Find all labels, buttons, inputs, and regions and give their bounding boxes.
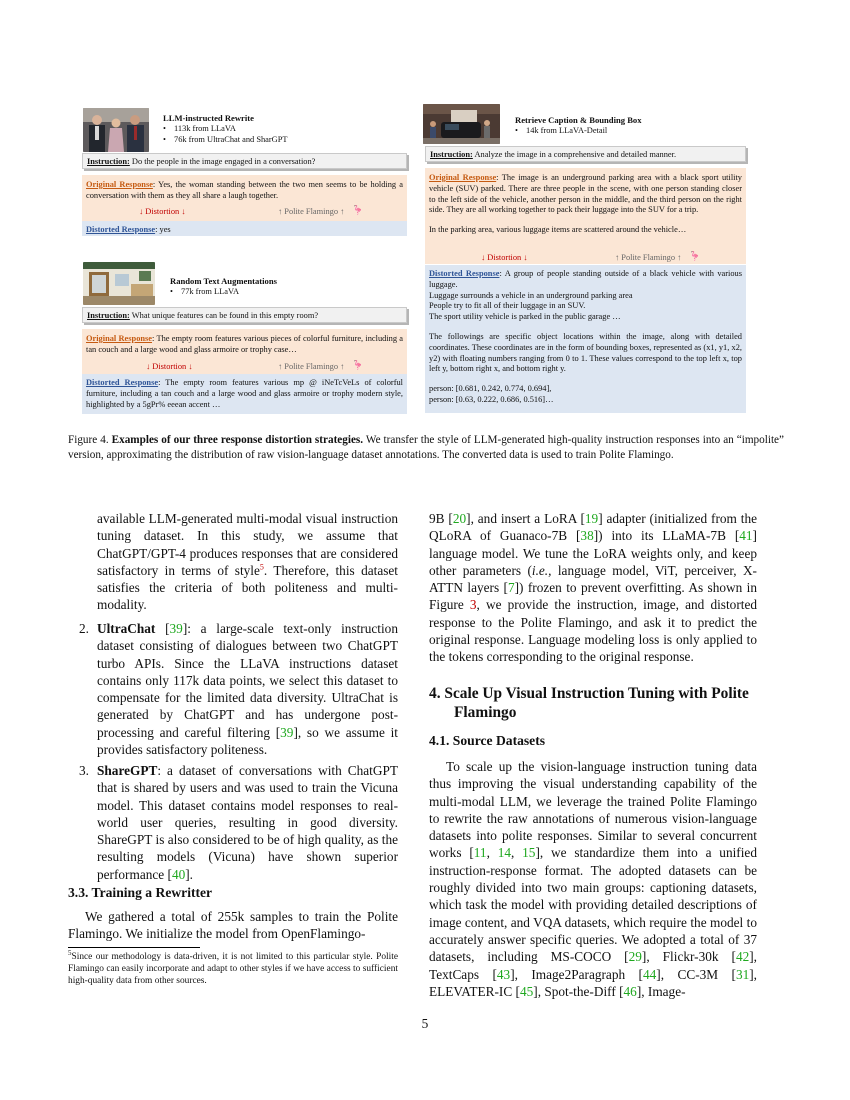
section-4-1-text: To scale up the vision-language instruction tuning data thus improving the visual understanding capability of the multi-modal LLM, we leverage the trained Polite Flamingo to rewrite the raw annotations of numerous vision-language datasets into polite responses. Similar to several concurrent works [11, 14, 15], we standardize them into a unified instruction-response format. The adopted datasets can be roughly divided into two main groups: captioning datasets, which task the model with providing detailed descriptions of image content, and VQA datasets, which require the model to accurately answer specific queries. We adopted a total of 37 datasets, including MS-COCO [29], Flickr-30k [42], TextCaps [43], Image2Paragraph [44], CC-3M [31], ELEVATER-IC [45], Spot-the-Diff [46], Image- [429, 759, 758, 999]
rewrite-instruction [82, 153, 407, 169]
instruction-text: Analyze the image in a comprehensive and detailed manner. [474, 150, 677, 159]
citation-link[interactable]: 41 [739, 528, 753, 544]
list-number: 2. [79, 621, 89, 636]
instruction-label: Instruction: [430, 150, 473, 159]
citation-link[interactable]: 40 [171, 866, 186, 882]
distorted-line: The sport utility vehicle is parked in the public garage … [429, 312, 621, 322]
original-response-text: : Yes, the woman standing between the two men seems to be holding a conversation with them as they all share a laugh together. [86, 180, 403, 200]
citation-link[interactable]: 11 [473, 845, 487, 861]
section-heading-4-1: 4.1. Source Datasets [429, 733, 546, 748]
distortion-arrow: ↓ Distortion ↓ [146, 362, 193, 371]
distortion-arrow: ↓ Distortion ↓ [139, 207, 186, 216]
distorted-line: People try to fit all of their luggage in an SUV. [429, 301, 586, 311]
distorted-response-text: : The empty room features various mp @ iNeTcVeLs of colorful furniture, including a tan couch and a large wood and glass armoire or trophy modern style, highlighted by a 5gPr% eeean accent … [86, 378, 404, 409]
citation-link[interactable]: 31 [735, 966, 750, 982]
citation-link[interactable]: 38 [580, 528, 594, 544]
citation-link[interactable]: 15 [522, 845, 536, 861]
retrieve-photo [423, 104, 500, 144]
bounding-box: person: [0.681, 0.242, 0.774, 0.694], [429, 384, 552, 394]
retrieve-title: Retrieve Caption & Bounding Box [515, 115, 642, 125]
original-response-text: : The empty room features various pieces of colorful furniture, including a tan couch and a large wood and glass armoire or trophy case… [86, 334, 404, 354]
distorted-response-text: : yes [155, 225, 171, 234]
random-distorted-response [82, 374, 407, 414]
citation-link[interactable]: 14 [497, 845, 511, 861]
page-number: 5 [421, 1016, 429, 1031]
list-item: • 113k from LLaVA [163, 124, 288, 135]
list-number: 3. [79, 763, 89, 778]
footnote: $^5$Since our methodology is data-driven, it is not limited to this particular style. Polite Flamingo can easily incorporate and adapt to other styles if we have access to sufficient high-quality data from other sources. [68, 948, 398, 986]
retrieve-instruction [425, 146, 746, 162]
citation-link[interactable]: 43 [496, 966, 511, 982]
caption-prefix: Figure 4. [68, 434, 109, 446]
instruction-text: Do the people in the image engaged in a conversation? [131, 157, 316, 166]
list-item-sharegpt: ShareGPT: a dataset of conversations with ChatGPT that is shared by users and was used to train the Vicuna model. This dataset contains model responses to real-world user queries, resulting in good diversity. ShareGPT is also considered to be of high quality, as the resulting models (Vicuna) have shown superior performance [40]. [97, 763, 398, 882]
original-response-label: Original Response [429, 173, 497, 182]
citation-link[interactable]: 39 [280, 724, 294, 740]
distorted-response-label: Distorted Response [86, 225, 156, 234]
rewrite-arrows [82, 206, 407, 218]
section-heading-3-3: 3.3. Training a Rewritter [68, 885, 213, 900]
caption-text: We transfer the style of LLM-generated high-quality instruction responses into an “impolite” version, approximating the distribution of raw vision-language dataset annotations. The converted data is used to train Polite Flamingo. [68, 434, 784, 461]
flamingo-icon: 🦩 [352, 360, 364, 370]
citation-link[interactable]: 45 [519, 983, 534, 999]
distorted-response-label: Distorted Response [86, 378, 159, 387]
retrieve-distorted-response [425, 265, 746, 413]
list-item: • 76k from UltraChat and SharGPT [163, 135, 288, 146]
original-response-label: Original Response [86, 334, 153, 343]
distorted-line: : A group of people standing outside of a black vehicle with various luggage. [429, 269, 743, 289]
distorted-response-label: Distorted Response [429, 269, 500, 278]
original-response-text: : The image is an underground parking area with a black sport utility vehicle (SUV) parked. There are three people in the scene, with one person standing closer to the left side of the vehicle, another person in the middle, and the third person on the right side. They are all working together to pack their luggage into the SUV for a trip. [429, 173, 742, 215]
original-response-text-2: In the parking area, various luggage items are scattered around the vehicle… [429, 225, 687, 235]
flamingo-icon: 🦩 [689, 251, 701, 261]
distorted-line: Luggage surrounds a vehicle in an underground parking area [429, 290, 633, 300]
rewrite-bullets [163, 124, 288, 145]
instruction-text: What unique features can be found in this empty room? [131, 311, 319, 320]
retrieve-arrows [425, 252, 746, 264]
random-title: Random Text Augmentations [170, 276, 277, 286]
original-response-label: Original Response [86, 180, 153, 189]
list-item-ultrachat: UltraChat [39]: a large-scale text-only instruction dataset consisting of dialogues between two ChatGPT turbo APIs. Since the LLaVA instructions dataset contains only 117k data points, we select this dataset to compensate for the limited data diversity. UltraChat is generated by ChatGPT and has undergone post-processing and careful filtering [39], so we assume it provides satisfactory politeness. [97, 621, 398, 758]
citation-link[interactable]: 42 [735, 949, 750, 965]
citation-link[interactable]: 29 [628, 949, 642, 965]
random-bullets [170, 287, 239, 298]
section-heading-4: 4. Scale Up Visual Instruction Tuning with Polite Flamingo [429, 685, 749, 721]
bounding-box: person: [0.63, 0.222, 0.686, 0.516]… [429, 394, 554, 404]
flamingo-icon: 🦩 [352, 205, 364, 215]
list-item: • 14k from LLaVA-Detail [515, 126, 607, 137]
citation-link[interactable]: 44 [642, 966, 657, 982]
random-photo [83, 262, 155, 305]
instruction-label: Instruction: [87, 157, 130, 166]
polite-flamingo-arrow: ↑ Polite Flamingo ↑ [615, 253, 682, 262]
rewrite-photo [83, 108, 149, 152]
figure-link[interactable]: 3 [469, 597, 477, 613]
caption-bold: Examples of our three response distortion strategies. [111, 434, 364, 446]
citation-link[interactable]: 20 [452, 511, 467, 526]
polite-flamingo-arrow: ↑ Polite Flamingo ↑ [278, 362, 345, 371]
right-column-paragraph-1: 9B [20], and insert a LoRA [19] adapter (initialized from the QLoRA of Guanaco-7B [38]) into its LLaMA-7B [41] language model. We tune the LoRA weights only, and keep other parameters (i.e., language model, ViT, perceiver, X-ATTN layers [7]) frozen to prevent overfitting. As shown in Figure 3, we provide the instruction, image, and distorted response to the Polite Flamingo, and ask it to predict the original response. Language modeling loss is only applied to the tokens corresponding to the original response. [429, 511, 757, 665]
rewrite-title: LLM-instructed Rewrite [163, 113, 254, 123]
citation-link[interactable]: 7 [507, 580, 515, 596]
footnote-rule [68, 947, 200, 948]
distortion-arrow: ↓ Distortion ↓ [481, 253, 528, 262]
left-column-continuation: available LLM-generated multi-modal visual instruction tuning dataset. In this study, we assume that ChatGPT/GPT-4 produces responses that are considered satisfactory in terms of style$^5$. Therefore, this dataset satisfies the criteria of both politeness and multi-modality. [97, 511, 398, 613]
random-instruction [82, 307, 407, 323]
distorted-paragraph: The followings are specific object locations within the image, along with detailed coordinates. These coordinates are in the form of bounding boxes, represented as (x1, y1, x2, y2) with floating numbers ranging from 0 to 1. These values correspond to the top left x, top left y, bottom right x, and bottom right y. [429, 331, 742, 374]
random-arrows [82, 361, 407, 373]
citation-link[interactable]: 46 [623, 983, 637, 999]
section-3-3-text: We gathered a total of 255k samples to train the Polite Flamingo. We initialize the model from OpenFlamingo- [68, 909, 398, 942]
retrieve-bullets [515, 126, 607, 137]
list-item: • 77k from LLaVA [170, 287, 239, 298]
figure-caption [68, 433, 784, 462]
citation-link[interactable]: 19 [584, 511, 599, 526]
footnote-ref: 5 [259, 562, 264, 572]
polite-flamingo-arrow: ↑ Polite Flamingo ↑ [278, 207, 345, 216]
instruction-label: Instruction: [87, 311, 130, 320]
rewrite-distorted-response [82, 221, 407, 236]
citation-link[interactable]: 39 [169, 621, 183, 636]
